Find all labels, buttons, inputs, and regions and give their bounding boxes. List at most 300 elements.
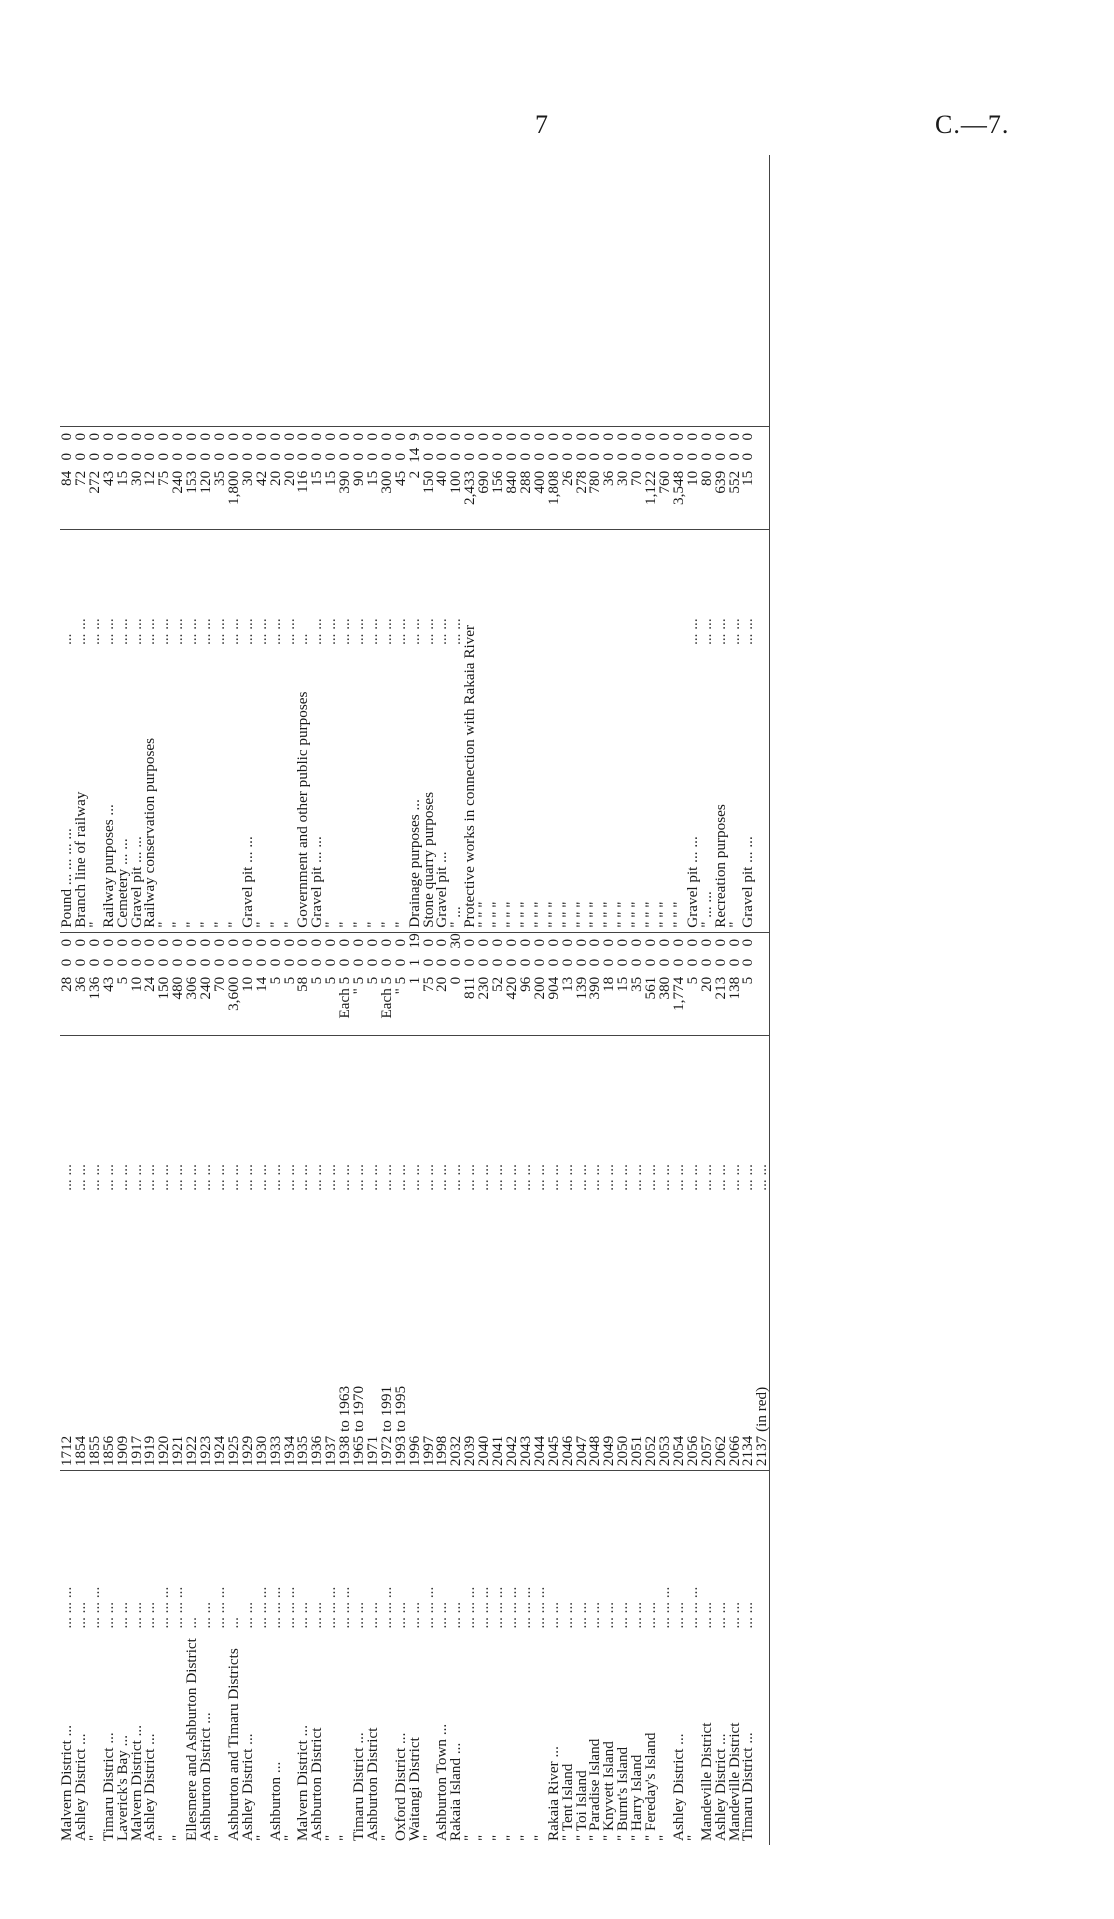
purpose-cell: " (185, 649, 199, 932)
section-number-cell: 1996 (408, 1319, 422, 1471)
value-tertiary-cell: 0 (391, 432, 409, 441)
value-cell: 15 (310, 467, 324, 530)
table-row (533, 155, 547, 1845)
value-secondary-cell: 0 (475, 452, 493, 461)
value-cell: 45 (394, 467, 408, 530)
purpose-cell: " " " (547, 649, 561, 932)
leader-dots: ... ... (628, 1164, 646, 1191)
area-acres-cell: 5 (686, 973, 700, 1036)
value-tertiary-cell: 0 (363, 432, 381, 441)
value-tertiary-cell: 0 (600, 432, 618, 441)
area-roods-cell: 0 (71, 958, 89, 967)
area-roods-cell: 0 (252, 958, 270, 967)
table-row (561, 155, 575, 1845)
location-cell: " (419, 1834, 437, 1841)
location-cell: Timaru District ... (350, 1732, 368, 1841)
value-cell: 84 (60, 467, 74, 530)
section-number-cell: 2041 (491, 1319, 505, 1471)
leader-dots: ... ... ... (377, 1586, 395, 1629)
area-roods-cell: 0 (266, 958, 284, 967)
blank-cell (588, 155, 602, 426)
leader-dots (477, 530, 491, 649)
purpose-cell: Gravel pit ... (435, 649, 449, 932)
area-perches-cell: 0 (363, 938, 381, 947)
area-perches-cell: 0 (461, 938, 479, 947)
area-perches-cell: 0 (669, 938, 687, 947)
value-cell: 1,122 (644, 467, 658, 530)
blank-cell (602, 155, 616, 426)
leader-dots: ... ... ... (461, 1586, 479, 1629)
location-cell: " (336, 1834, 354, 1841)
value-tertiary-cell: 0 (739, 432, 757, 441)
leader-dots: ... ... ... (503, 1586, 520, 1629)
section-number-cell: 1971 (366, 1319, 380, 1471)
leader-dots: ... ... (516, 1164, 534, 1191)
leader-dots (547, 530, 561, 649)
leader-dots: ... ... ... (266, 1586, 284, 1629)
value-tertiary-cell: 0 (210, 432, 228, 441)
location-cell: " (252, 1834, 270, 1841)
area-roods-cell: 0 (197, 958, 215, 967)
purpose-cell: Gravel pit ... ... (741, 649, 755, 932)
area-acres-cell: 1,774 (672, 973, 686, 1036)
leader-dots: ... ... (113, 618, 131, 645)
section-number-cell: 2053 (658, 1319, 672, 1471)
leader-dots (602, 530, 616, 649)
table-row (547, 155, 561, 1845)
location-cell: Ashburton District ... (197, 1712, 215, 1841)
section-number-cell: 1920 (157, 1319, 171, 1471)
value-tertiary-cell: 0 (322, 432, 340, 441)
leader-dots: ... ... (113, 1601, 131, 1629)
area-perches-cell: 0 (113, 938, 131, 947)
purpose-cell: " (728, 649, 742, 932)
area-roods-cell: 0 (224, 958, 242, 967)
leader-dots: ... ... ... (419, 1586, 437, 1629)
leader-dots: ... ... (322, 618, 340, 645)
table-row (575, 155, 589, 1845)
location-cell: " Fereday's Island (642, 1732, 660, 1841)
value-cell: 26 (561, 467, 575, 530)
value-tertiary-cell: 0 (336, 432, 354, 441)
purpose-cell: " (380, 649, 394, 932)
leader-dots: ... ... (350, 1164, 368, 1191)
value-tertiary-cell: 0 (475, 432, 493, 441)
leader-dots: ... ... (280, 618, 298, 645)
area-perches-cell: 0 (711, 938, 729, 947)
blank-cell (728, 155, 742, 426)
blank-cell (269, 155, 283, 426)
value-tertiary-cell: 0 (197, 432, 215, 441)
value-secondary-cell: 0 (224, 452, 242, 461)
area-acres-cell: 5 (366, 973, 380, 1036)
area-roods-cell: 0 (169, 958, 187, 967)
blank-cell (296, 155, 310, 426)
leader-dots: ... ... (183, 1164, 201, 1191)
value-tertiary-cell: 0 (447, 432, 465, 441)
area-roods-cell: 0 (475, 958, 493, 967)
value-secondary-cell: 0 (433, 452, 451, 461)
value-secondary-cell: 0 (141, 452, 159, 461)
leader-dots: ... ... ... (210, 1586, 228, 1629)
value-tertiary-cell: 0 (461, 432, 479, 441)
value-secondary-cell: 0 (85, 452, 103, 461)
purpose-cell: " " " (602, 649, 616, 932)
blank-cell (380, 155, 394, 426)
area-perches-cell: 0 (280, 938, 298, 947)
value-tertiary-cell: 0 (558, 432, 576, 441)
area-perches-cell: 0 (725, 938, 743, 947)
value-cell: 100 (449, 467, 463, 530)
value-tertiary-cell: 0 (350, 432, 368, 441)
value-secondary-cell: 0 (294, 452, 312, 461)
purpose-cell: " " " (658, 649, 672, 932)
value-tertiary-cell: 0 (141, 432, 159, 441)
value-tertiary-cell: 0 (183, 432, 201, 441)
leader-dots: ... ... (294, 1164, 312, 1191)
area-perches-cell: 0 (252, 938, 270, 947)
area-acres-cell: 52 (491, 973, 505, 1036)
area-roods-cell: 0 (544, 958, 562, 967)
leader-dots: ... ... (489, 1164, 507, 1191)
location-cell: Ellesmere and Ashburton District (183, 1638, 201, 1841)
blank-cell (394, 155, 408, 426)
blank-cell (88, 155, 102, 426)
area-roods-cell: 0 (572, 958, 590, 967)
location-cell: " (280, 1834, 298, 1841)
area-acres-cell: 420 (505, 973, 519, 1036)
blank-cell (616, 155, 630, 426)
section-number-cell: 1929 (241, 1319, 255, 1471)
area-acres-cell: 20 (435, 973, 449, 1036)
location-cell: " (155, 1834, 173, 1841)
area-roods-cell: 0 (697, 958, 715, 967)
blank-cell (338, 155, 352, 426)
leader-dots: ... ... (642, 1601, 660, 1629)
purpose-cell: " " " (588, 649, 602, 932)
location-cell: Mandeville District (697, 1722, 715, 1841)
value-cell: 120 (199, 467, 213, 530)
location-cell: Ashley District ... (669, 1733, 687, 1841)
area-acres-cell: 811 (463, 973, 477, 1036)
location-cell: " (475, 1834, 493, 1841)
purpose-cell: Government and other public purposes (296, 649, 310, 932)
leader-dots: ... ... (197, 618, 215, 645)
location-cell: Rakaia Island ... (447, 1742, 465, 1841)
leader-dots: ... ... ... (58, 1586, 75, 1629)
blank-cell (366, 155, 380, 426)
area-roods-cell: 0 (210, 958, 228, 967)
area-perches-cell: 0 (516, 938, 534, 947)
area-roods-cell: 0 (155, 958, 173, 967)
leader-dots: ... ... (391, 618, 409, 645)
leader-dots: ... ... (113, 1164, 131, 1191)
section-number-cell: 2054 (672, 1319, 686, 1471)
section-number-cell: 1933 (269, 1319, 283, 1471)
table-row (422, 155, 436, 1845)
leader-dots: ... ... (266, 618, 284, 645)
area-acres-cell: 150 (157, 973, 171, 1036)
area-acres-cell: 43 (102, 973, 116, 1036)
value-tertiary-cell: 0 (308, 432, 326, 441)
location-cell: Ashley District ... (238, 1733, 256, 1841)
leader-dots: ... ... (252, 618, 270, 645)
value-secondary-cell: 0 (127, 452, 145, 461)
section-number-cell: 1909 (116, 1319, 130, 1471)
blank-cell (213, 155, 227, 426)
area-perches-cell: 0 (503, 938, 520, 947)
area-roods-cell: 0 (558, 958, 576, 967)
blank-cell (102, 155, 116, 426)
table-row (602, 155, 616, 1845)
value-secondary-cell: 0 (350, 452, 368, 461)
value-secondary-cell: 0 (99, 452, 117, 461)
value-secondary-cell: 0 (266, 452, 284, 461)
area-roods-cell: 0 (655, 958, 673, 967)
table-row (741, 155, 755, 1845)
value-cell: 3,548 (672, 467, 686, 530)
blank-cell (519, 155, 533, 426)
blank-cell (116, 155, 130, 426)
leader-dots: ... ... (141, 1601, 159, 1629)
section-number-cell: 1924 (213, 1319, 227, 1471)
area-perches-cell: 0 (266, 938, 284, 947)
value-tertiary-cell: 9 (405, 432, 423, 441)
leader-dots: ... ... (238, 1601, 256, 1629)
table-row (394, 155, 408, 1845)
value-tertiary-cell: 0 (238, 432, 256, 441)
area-roods-cell: 0 (419, 958, 437, 967)
value-tertiary-cell: 0 (127, 432, 145, 441)
leader-dots: ... ... (405, 1164, 423, 1191)
value-secondary-cell: 0 (377, 452, 395, 461)
area-roods-cell: 1 (405, 958, 423, 967)
table-row (616, 155, 630, 1845)
area-acres-cell: 5 (283, 973, 297, 1036)
table-row (296, 155, 310, 1845)
leader-dots: ... ... (725, 1601, 743, 1629)
value-secondary-cell: 0 (363, 452, 381, 461)
value-cell: 40 (435, 467, 449, 530)
value-tertiary-cell: 0 (642, 432, 660, 441)
blank-cell (422, 155, 436, 426)
location-cell: Ashley District ... (71, 1733, 89, 1841)
area-perches-cell: 0 (308, 938, 326, 947)
location-cell: Rakaia River ... (544, 1746, 562, 1841)
area-acres-cell: 213 (714, 973, 728, 1036)
value-cell: 12 (143, 467, 157, 530)
value-secondary-cell: 0 (252, 452, 270, 461)
leader-dots: ... ... (655, 1164, 673, 1191)
leader-dots: ... ... ... (489, 1586, 507, 1629)
location-cell: " (489, 1834, 507, 1841)
area-acres-cell: 390 (588, 973, 602, 1036)
purpose-cell: " (352, 649, 366, 932)
value-secondary-cell: 0 (322, 452, 340, 461)
value-cell: 15 (366, 467, 380, 530)
value-cell: 70 (630, 467, 644, 530)
area-roods-cell: 0 (725, 958, 743, 967)
section-number-cell: 2046 (561, 1319, 575, 1471)
area-roods-cell: 0 (433, 958, 451, 967)
blank-cell (157, 155, 171, 426)
value-secondary-cell: 0 (586, 452, 604, 461)
value-cell: 153 (185, 467, 199, 530)
area-perches-cell: 0 (58, 938, 75, 947)
value-secondary-cell: 0 (58, 452, 75, 461)
leader-dots: ... ... (572, 1164, 590, 1191)
blank-cell (533, 155, 547, 426)
value-cell: 72 (74, 467, 88, 530)
value-cell: 30 (241, 467, 255, 530)
leader-dots (755, 530, 769, 649)
purpose-cell: " " " (575, 649, 589, 932)
value-secondary-cell: 0 (210, 452, 228, 461)
location-cell: " (503, 1834, 520, 1841)
blank-cell (310, 155, 324, 426)
value-tertiary-cell: 0 (377, 432, 395, 441)
value-secondary-cell: 0 (614, 452, 632, 461)
leader-dots: ... ... (127, 618, 145, 645)
blank-cell (352, 155, 366, 426)
value-cell: 760 (658, 467, 672, 530)
value-cell: 75 (157, 467, 171, 530)
purpose-cell: Protective works in connection with Rakaia River (463, 649, 477, 932)
purpose-cell: " (157, 649, 171, 932)
location-cell: " (210, 1834, 228, 1841)
area-roods-cell: 0 (391, 958, 409, 967)
area-roods-cell: 0 (336, 958, 354, 967)
table-row (130, 155, 144, 1845)
value-secondary-cell: 0 (725, 452, 743, 461)
area-perches-cell: 0 (322, 938, 340, 947)
purpose-cell: " " " (491, 649, 505, 932)
area-roods-cell: 0 (113, 958, 131, 967)
area-perches-cell: 30 (447, 933, 465, 949)
reserves-table (60, 155, 770, 1845)
value-tertiary-cell: 0 (252, 432, 270, 441)
purpose-cell: Recreation purposes (714, 649, 728, 932)
purpose-cell: Branch line of railway (74, 649, 88, 932)
value-cell: 1,808 (547, 467, 561, 530)
area-acres-cell: 240 (199, 973, 213, 1036)
leader-dots: ... ... (433, 1601, 451, 1629)
value-secondary-cell: 0 (489, 452, 507, 461)
area-acres-cell: 0 (449, 973, 463, 1036)
leader-dots: ... ... (558, 1164, 576, 1191)
value-tertiary-cell: 0 (419, 432, 437, 441)
section-number-cell: 1993 to 1995 (394, 1319, 408, 1471)
value-cell: 150 (422, 467, 436, 530)
purpose-cell: " " " (477, 649, 491, 932)
leader-dots (616, 530, 630, 649)
leader-dots: ... ... ... (280, 1586, 298, 1629)
purpose-cell: " " " (672, 649, 686, 932)
value-secondary-cell: 0 (280, 452, 298, 461)
table-row (380, 155, 394, 1845)
area-perches-cell: 0 (224, 938, 242, 947)
leader-dots: ... ... (572, 1601, 590, 1629)
value-tertiary-cell: 0 (503, 432, 520, 441)
blank-cell (199, 155, 213, 426)
section-number-cell: 1854 (74, 1319, 88, 1471)
section-number-cell: 2039 (463, 1319, 477, 1471)
blank-cell (171, 155, 185, 426)
leader-dots: ... ... (755, 1035, 769, 1318)
value-cell: 2,433 (463, 467, 477, 530)
purpose-cell: " (255, 649, 269, 932)
page-number: 7 (535, 110, 548, 139)
area-acres-cell: 3,600 (227, 973, 241, 1036)
value-tertiary-cell: 0 (697, 432, 715, 441)
table-row (588, 155, 602, 1845)
blank-cell (575, 155, 589, 426)
blank-cell (491, 155, 505, 426)
table-row (338, 155, 352, 1845)
area-acres-cell: Each 5 (338, 973, 352, 1036)
section-number-cell: 2049 (602, 1319, 616, 1471)
leader-dots: ... ... (350, 618, 368, 645)
area-perches-cell: 0 (155, 938, 173, 947)
leader-dots: ... ... (238, 618, 256, 645)
value-tertiary-cell: 0 (113, 432, 131, 441)
leader-dots (630, 530, 644, 649)
section-number-cell: 1922 (185, 1319, 199, 1471)
purpose-cell: " (394, 649, 408, 932)
leader-dots: ... ... (405, 618, 423, 645)
leader-dots: ... ... (294, 1601, 312, 1629)
value-tertiary-cell: 0 (85, 432, 103, 441)
area-perches-cell: 0 (642, 938, 660, 947)
area-perches-cell: 0 (614, 938, 632, 947)
area-roods-cell: 0 (141, 958, 159, 967)
purpose-cell: Cemetery ... ... (116, 649, 130, 932)
blank-cell (630, 155, 644, 426)
leader-dots: ... ... (127, 1164, 145, 1191)
value-cell: 278 (575, 467, 589, 530)
blank-cell (700, 155, 714, 426)
leader-dots: ... ... (697, 1601, 715, 1629)
section-number-cell: 2044 (533, 1319, 547, 1471)
value-secondary-cell: 0 (461, 452, 479, 461)
location-cell: Ashburton District (363, 1727, 381, 1841)
area-acres-cell: 480 (171, 973, 185, 1036)
area-perches-cell: 0 (169, 938, 187, 947)
leader-dots: ... ... (308, 1164, 326, 1191)
section-number-cell: 2066 (728, 1319, 742, 1471)
leader-dots (491, 530, 505, 649)
value-tertiary-cell: 0 (294, 432, 312, 441)
location-cell: Malvern District ... (58, 1725, 75, 1841)
value-cell: 116 (296, 467, 310, 530)
location-cell: Timaru District ... (739, 1732, 757, 1841)
leader-dots: ... ... (99, 1164, 117, 1191)
section-number-cell: 2043 (519, 1319, 533, 1471)
leader-dots: ... ... (363, 1601, 381, 1629)
leader-dots: ... ... ... (683, 1586, 701, 1629)
area-perches-cell: 0 (530, 938, 548, 947)
value-tertiary-cell: 0 (572, 432, 590, 441)
leader-dots: ... ... (377, 1164, 395, 1191)
area-roods-cell: 0 (308, 958, 326, 967)
value-tertiary-cell: 0 (71, 432, 89, 441)
leader-dots: ... ... (210, 618, 228, 645)
value-secondary-cell: 0 (516, 452, 534, 461)
table-row (700, 155, 714, 1845)
leader-dots: ... ... ... (516, 1586, 534, 1629)
section-number-cell: 1712 (60, 1319, 74, 1471)
area-perches-cell: 0 (141, 938, 159, 947)
